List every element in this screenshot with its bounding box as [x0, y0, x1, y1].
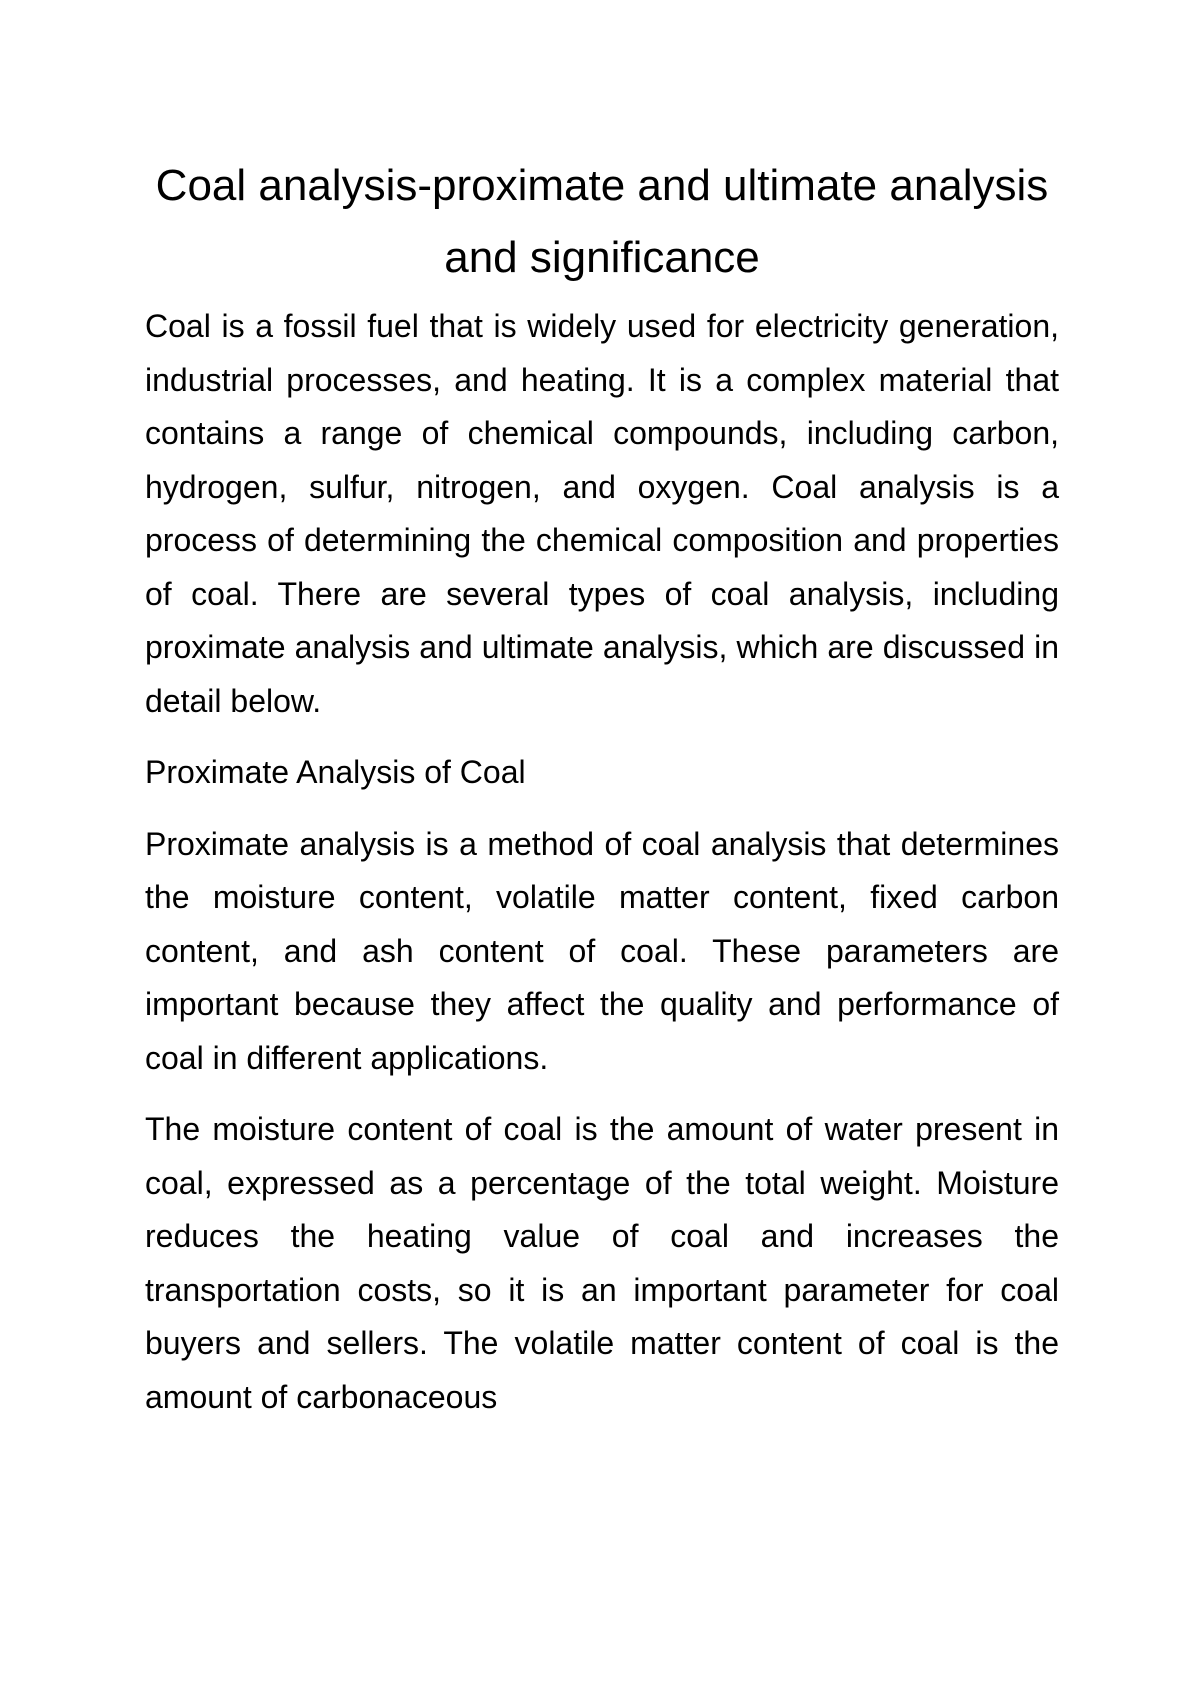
document-body	[145, 150, 1059, 1424]
moisture-paragraph: The moisture content of coal is the amount of water present in coal, expressed as a percentage of the total weight. Moisture reduces the heating value of coal and increases the transportation costs, so it is an important parameter for coal buyers and sellers. The volatile matter content of coal is the amount of carbonaceous	[145, 1111, 1059, 1415]
proximate-paragraph: Proximate analysis is a method of coal analysis that determines the moisture content, volatile matter content, fixed carbon content, and ash content of coal. These parameters are important because they affect the quality and performance of coal in different applications.	[145, 825, 1059, 1076]
page-title: Coal analysis-proximate and ultimate analysis and significance	[155, 161, 1049, 282]
section-heading: Proximate Analysis of Coal	[145, 754, 526, 790]
intro-paragraph: Coal is a fossil fuel that is widely used for electricity generation, industrial processes, and heating. It is a complex material that contains a range of chemical compounds, including carbon, hydrogen, sulfur, nitrogen, and oxygen. Coal analysis is a process of determining the chemical composition and properties of coal. There are several types of coal analysis, including proximate analysis and ultimate analysis, which are discussed in detail below.	[145, 308, 1059, 719]
